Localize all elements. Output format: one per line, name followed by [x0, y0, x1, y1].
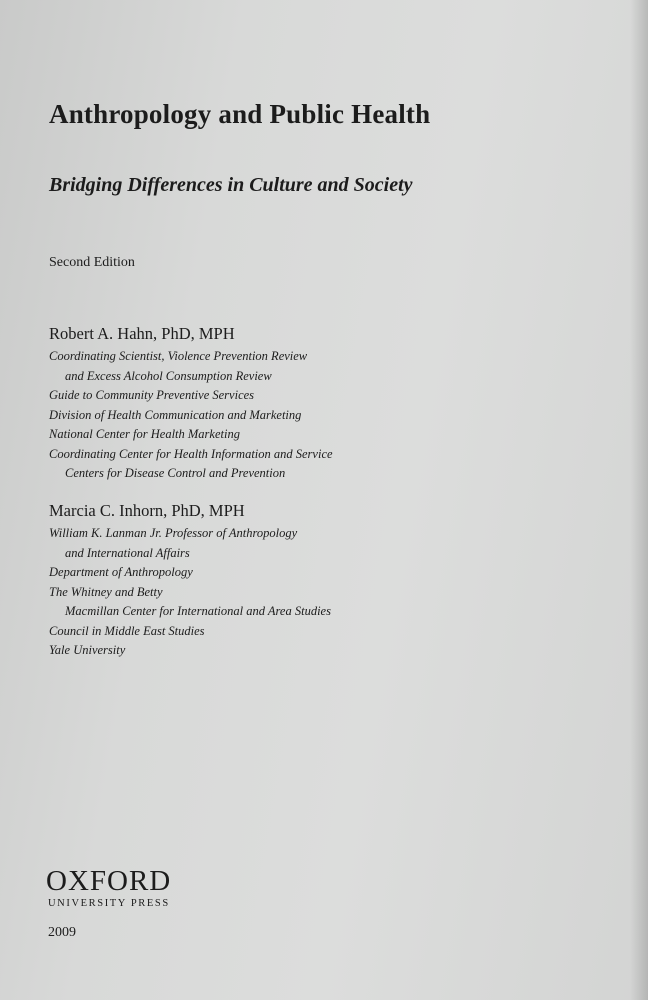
affiliation-line: Division of Health Communication and Marketing — [49, 407, 302, 422]
affiliation-line: National Center for Health Marketing — [49, 427, 240, 441]
affiliation-line: The Whitney and Betty — [49, 584, 163, 599]
affiliation-line: Coordinating Scientist, Violence Prevention Review — [49, 349, 308, 363]
page-edge-shadow — [630, 0, 648, 1000]
publisher-subtitle: UNIVERSITY PRESS — [48, 898, 170, 909]
publisher-logo-text: OXFORD — [46, 865, 172, 897]
book-title: Anthropology and Public Health — [49, 99, 431, 129]
publication-year: 2009 — [48, 925, 76, 940]
affiliation-line: William K. Lanman Jr. Professor of Anthropology — [49, 526, 298, 540]
author-block-hahn — [49, 324, 333, 484]
affiliation-line: Council in Middle East Studies — [49, 623, 205, 638]
affiliation-line: Centers for Disease Control and Prevention — [65, 466, 286, 480]
affiliation-line: Coordinating Center for Health Information and Service — [49, 446, 333, 461]
affiliation-line: Department of Anthropology — [49, 565, 193, 579]
affiliation-line: Macmillan Center for International and Area Studies — [65, 604, 331, 618]
author-name: Marcia C. Inhorn, PhD, MPH — [49, 501, 245, 520]
edition-label: Second Edition — [49, 255, 135, 270]
affiliation-line: Guide to Community Preventive Services — [49, 388, 255, 402]
author-name: Robert A. Hahn, PhD, MPH — [49, 324, 235, 343]
affiliation-line: and International Affairs — [65, 545, 190, 560]
affiliation-line: and Excess Alcohol Consumption Review — [65, 368, 272, 383]
book-subtitle: Bridging Differences in Culture and Society — [49, 174, 413, 196]
author-block-inhorn — [49, 501, 331, 661]
affiliation-line: Yale University — [49, 643, 126, 657]
